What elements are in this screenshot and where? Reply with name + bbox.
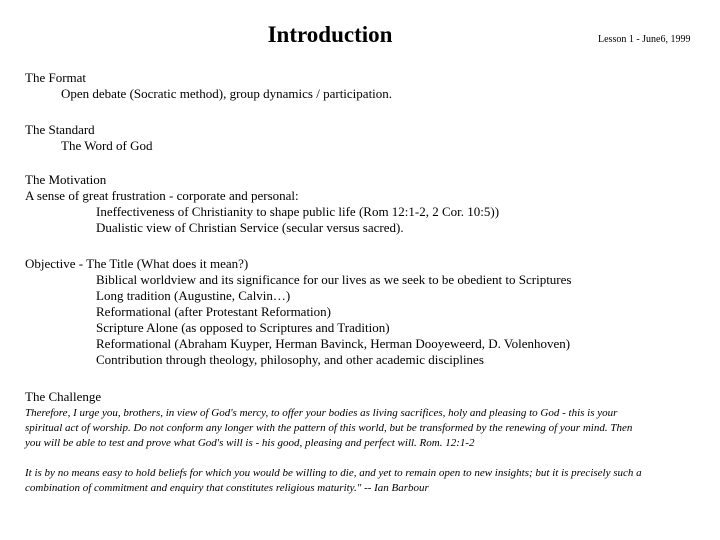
objective-heading: Objective - The Title (What does it mean?): [25, 256, 249, 271]
standard-heading: The Standard: [25, 122, 95, 137]
objective-item: Contribution through theology, philosophy, and other academic disciplines: [96, 352, 484, 367]
motivation-item: Ineffectiveness of Christianity to shape public life (Rom 12:1-2, 2 Cor. 10:5)): [96, 204, 500, 219]
objective-item: Reformational (after Protestant Reformation): [96, 304, 332, 319]
objective-item: Reformational (Abraham Kuyper, Herman Bavinck, Herman Dooyeweerd, D. Volenhoven): [96, 336, 571, 351]
section-objective: [25, 256, 571, 368]
standard-item: The Word of God: [61, 138, 153, 153]
barbour-line: combination of commitment and enquiry that constitutes religious maturity." -- Ian Barbour: [25, 482, 429, 494]
scripture-quote: [25, 406, 715, 451]
format-heading: The Format: [25, 70, 87, 85]
barbour-quote: [25, 466, 715, 496]
format-item: Open debate (Socratic method), group dynamics / participation.: [61, 86, 393, 101]
motivation-heading: The Motivation: [25, 172, 107, 187]
section-standard: [25, 122, 153, 154]
lesson-date: Lesson 1 - June6, 1999: [598, 34, 691, 45]
challenge-heading: The Challenge: [25, 389, 102, 404]
objective-item: Scripture Alone (as opposed to Scriptures and Tradition): [96, 320, 390, 335]
objective-item: Long tradition (Augustine, Calvin…): [96, 288, 291, 303]
section-motivation: [25, 172, 499, 236]
motivation-sub: A sense of great frustration - corporate and personal:: [25, 188, 299, 203]
motivation-item: Dualistic view of Christian Service (secular versus sacred).: [96, 220, 404, 235]
scripture-line: Therefore, I urge you, brothers, in view of God's mercy, to offer your bodies as living sacrifices, holy and pleasing to God - this is your: [25, 407, 618, 419]
scripture-line: spiritual act of worship. Do not conform any longer with the pattern of this world, but be transformed by the renewing of your mind. Then: [25, 422, 633, 434]
section-format: [25, 70, 392, 102]
objective-item: Biblical worldview and its significance for our lives as we seek to be obedient to Scriptures: [96, 272, 572, 287]
barbour-line: It is by no means easy to hold beliefs for which you would be willing to die, and yet to remain open to new insights; but it is precisely such a: [25, 467, 642, 479]
page-title: Introduction: [267, 22, 393, 47]
scripture-line: you will be able to test and prove what God's will is - his good, pleasing and perfect will. Rom. 12:1-2: [25, 437, 475, 449]
